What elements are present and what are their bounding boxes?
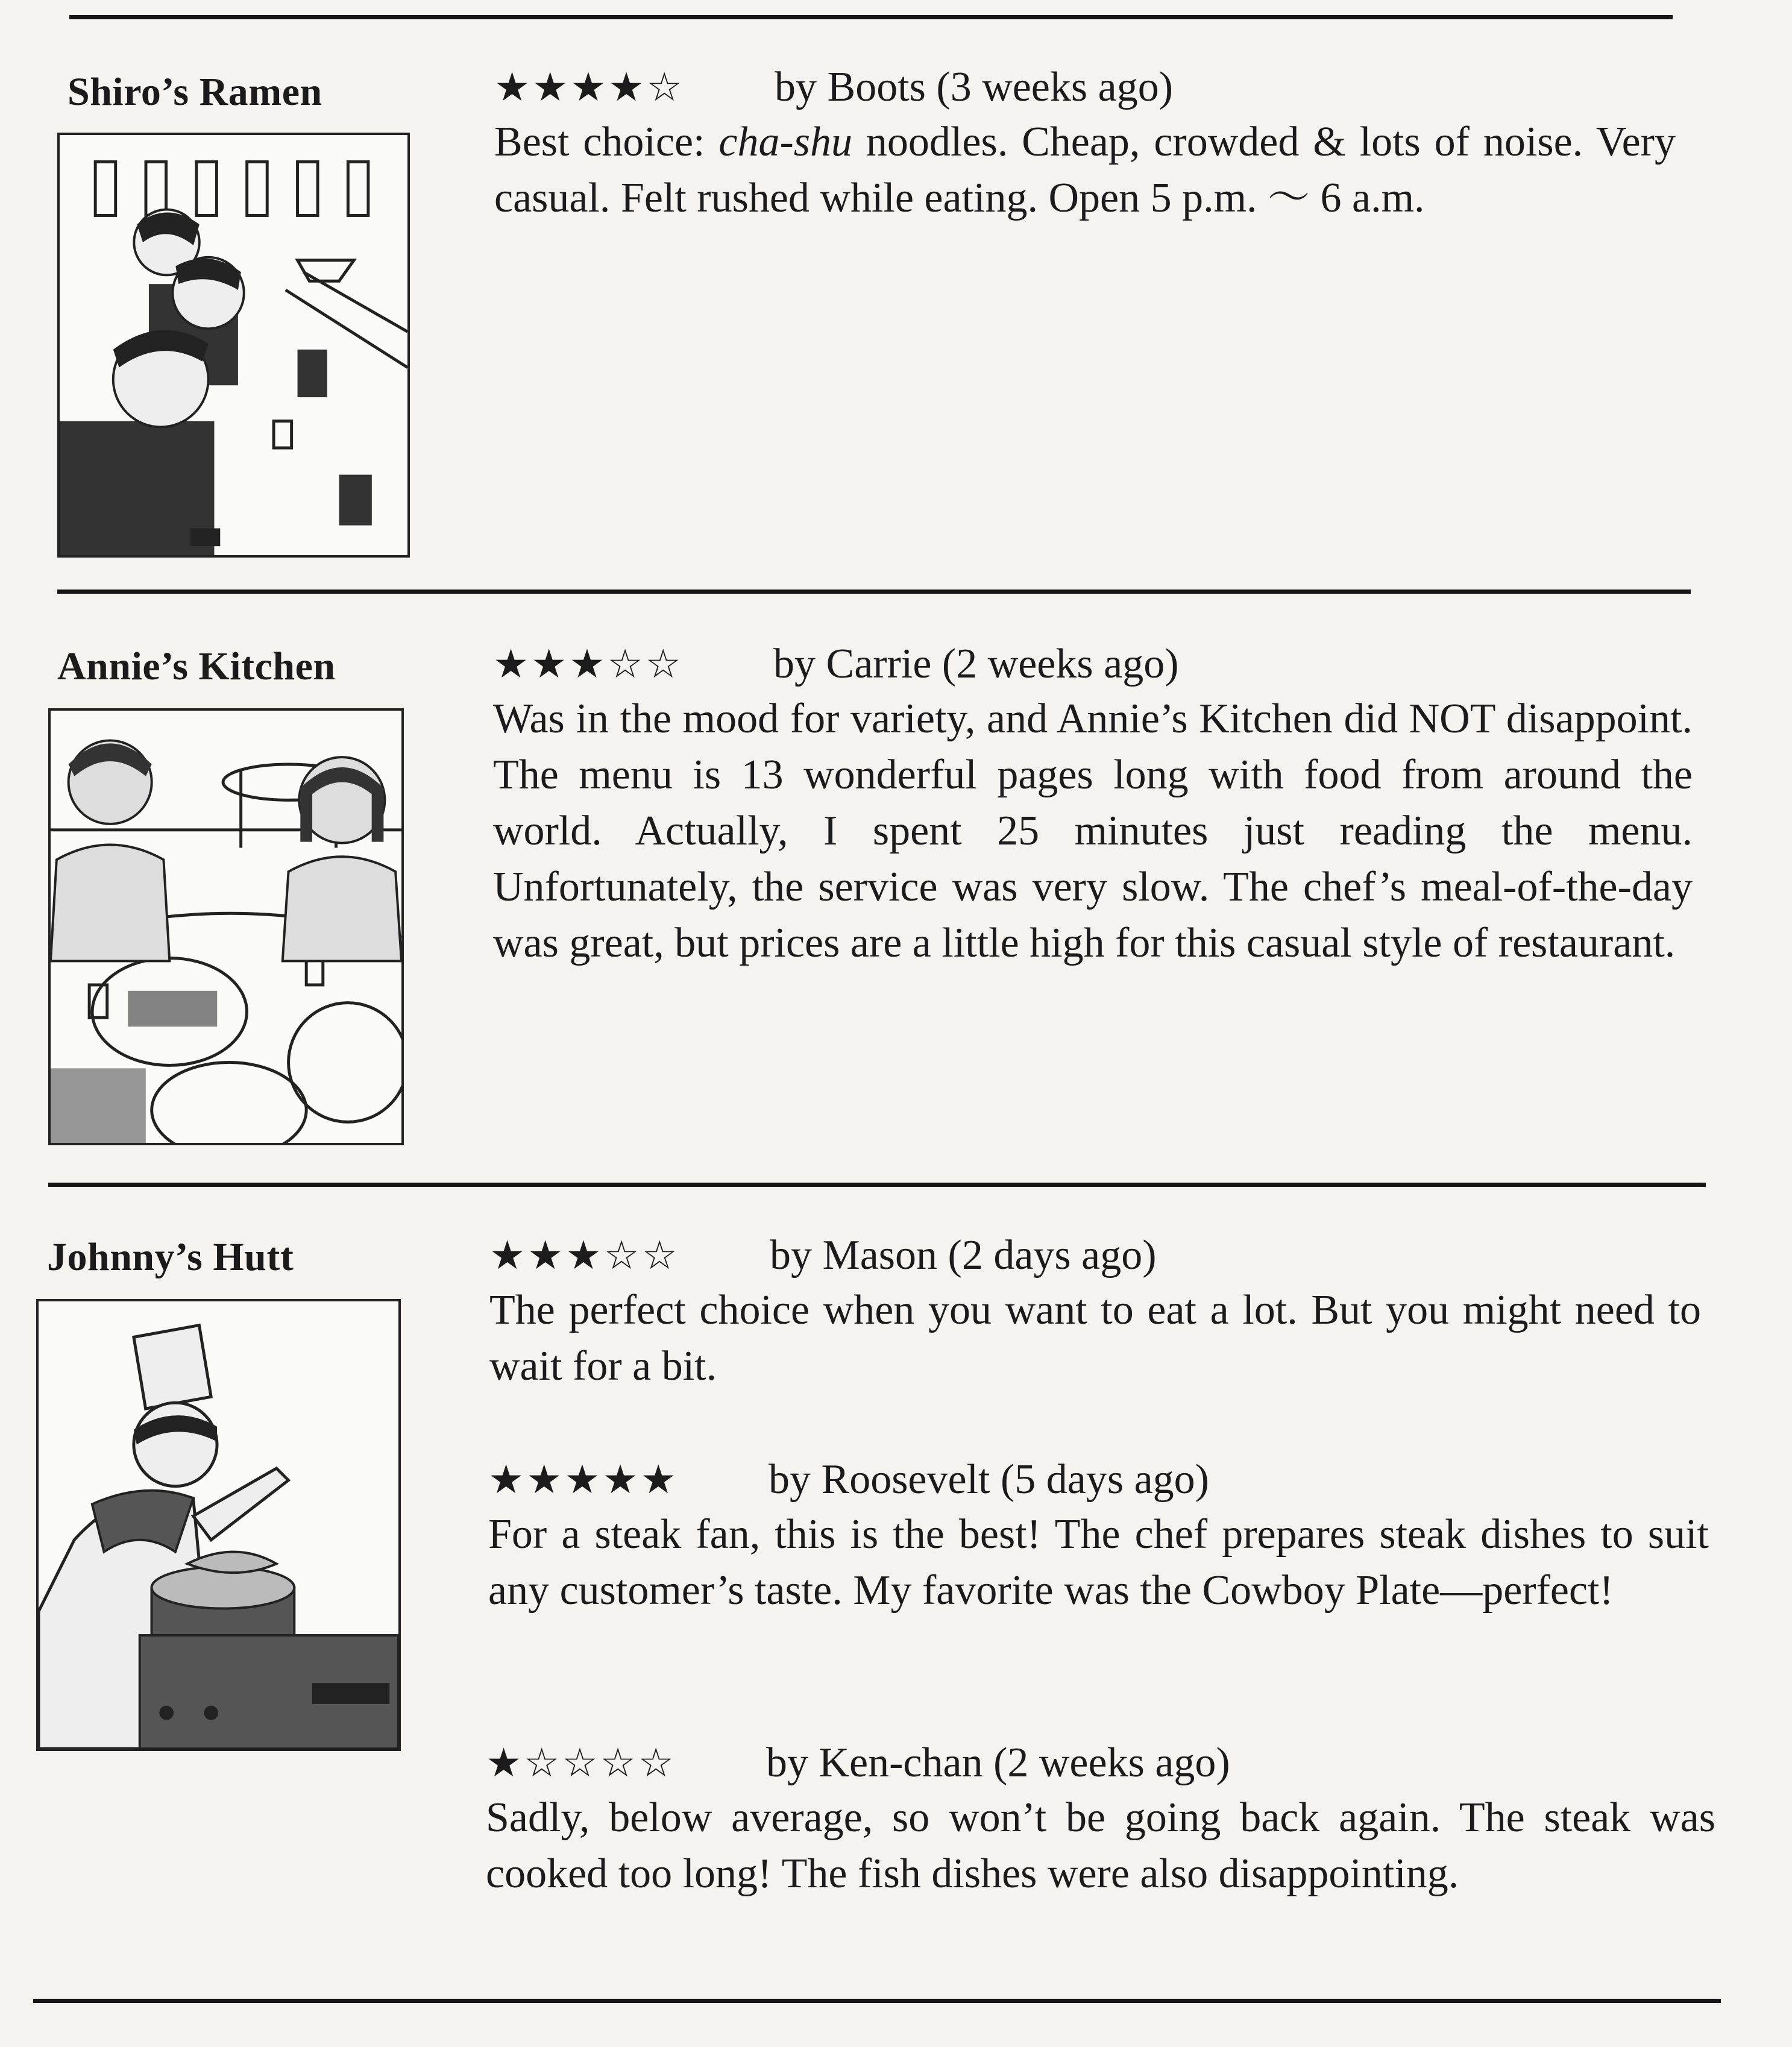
review-byline: by Mason (2 days ago) xyxy=(770,1232,1157,1278)
dish-name: cha-shu xyxy=(718,119,853,165)
review-byline: by Ken-chan (2 weeks ago) xyxy=(766,1740,1230,1786)
review-byline: by Boots (3 weeks ago) xyxy=(775,64,1174,110)
divider-bottom xyxy=(33,1999,1721,2003)
review xyxy=(493,637,1693,971)
review xyxy=(489,1228,1701,1394)
divider-1 xyxy=(57,590,1691,594)
review xyxy=(486,1736,1715,1902)
star-rating-icon: ★★★★★ xyxy=(488,1458,679,1502)
star-rating-icon: ★★★☆☆ xyxy=(489,1234,680,1278)
chef-grilling-illustration-icon xyxy=(36,1299,401,1751)
star-rating-icon: ★★★★☆ xyxy=(494,66,685,110)
review xyxy=(494,60,1676,226)
star-rating-icon: ★☆☆☆☆ xyxy=(486,1741,676,1785)
dining-table-illustration-icon xyxy=(48,708,404,1145)
review-text: Was in the mood for variety, and Annie’s Kitchen did NOT disappoint. The menu is 13 wonderful pages long with food from around the world. Actually, I spent 25 minutes just reading the menu. Unfortunately, the service was very slow. The chef’s meal-of-the-day was great, but prices are a little high for this casual style of restaurant. xyxy=(493,696,1693,966)
restaurant-name: Shiro’s Ramen xyxy=(68,70,322,114)
star-rating-icon: ★★★☆☆ xyxy=(493,643,684,687)
review-text: For a steak fan, this is the best! The chef prepares steak dishes to suit any customer’s taste. My favorite was the Cowboy Plate—perfect! xyxy=(488,1511,1709,1614)
divider-2 xyxy=(48,1183,1706,1187)
review-text: The perfect choice when you want to eat a lot. But you might need to wait for a bit. xyxy=(489,1287,1701,1389)
review-text: Sadly, below average, so won’t be going back again. The steak was cooked too long! The fish dishes were also disappointing. xyxy=(486,1794,1715,1897)
review xyxy=(488,1453,1709,1618)
review-byline: by Carrie (2 weeks ago) xyxy=(773,641,1179,687)
review-byline: by Roosevelt (5 days ago) xyxy=(769,1456,1209,1503)
ramen-counter-illustration-icon xyxy=(57,133,410,558)
divider-top xyxy=(69,15,1673,19)
restaurant-name: Johnny’s Hutt xyxy=(47,1235,294,1279)
restaurant-name: Annie’s Kitchen xyxy=(57,644,336,688)
review-text: Best choice: cha-shu noodles. Cheap, crowded & lots of noise. Very casual. Felt rushed while eating. Open 5 p.m. ～ 6 a.m. xyxy=(494,119,1676,221)
